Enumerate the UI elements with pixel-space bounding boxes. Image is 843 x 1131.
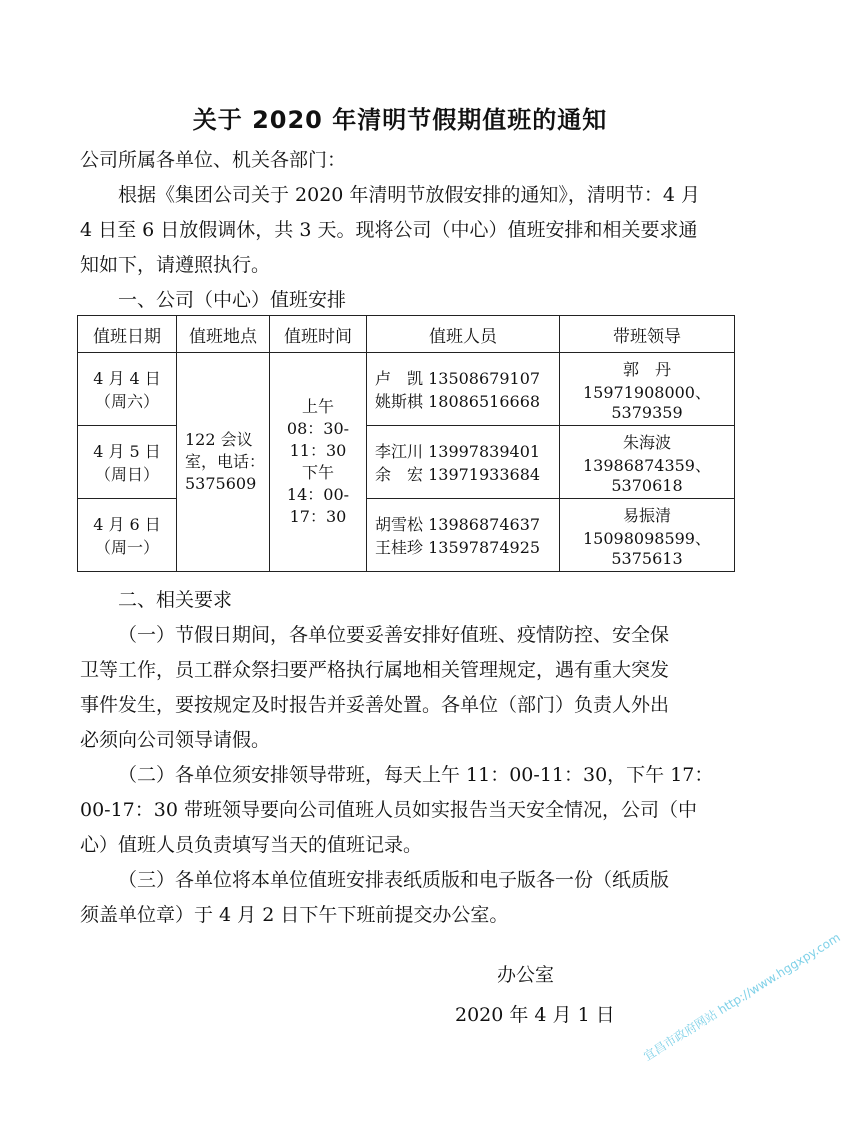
header-time: 值班时间 bbox=[270, 316, 367, 353]
header-leader: 带班领导 bbox=[560, 316, 735, 353]
requirement-line-9: 须盖单位章）于 4 月 2 日下午下班前提交办公室。 bbox=[80, 904, 509, 926]
document-title: 关于 2020 年清明节假期值班的通知 bbox=[192, 106, 608, 134]
duty-time-cell: 上午 08：30- 11：30 下午 14：00- 17：30 bbox=[270, 353, 367, 572]
table-row bbox=[78, 426, 735, 499]
duty-staff-cell: 卢 凯 13508679107 姚斯棋 18086516668 bbox=[367, 353, 560, 426]
requirement-line-4: 必须向公司领导请假。 bbox=[80, 729, 271, 751]
watermark: 宜昌市政府网站 http://www.hggxpy.com bbox=[641, 930, 843, 1064]
duty-location-cell: 122 会议 室，电话： 5375609 bbox=[177, 353, 270, 572]
duty-leader-cell: 朱海波 13986874359、 5370618 bbox=[560, 426, 735, 499]
signature-date: 2020 年 4 月 1 日 bbox=[455, 1004, 615, 1026]
duty-staff-cell: 李江川 13997839401 余 宏 13971933684 bbox=[367, 426, 560, 499]
table-row bbox=[78, 353, 735, 426]
duty-leader-cell: 郭 丹 15971908000、 5379359 bbox=[560, 353, 735, 426]
duty-staff-cell: 胡雪松 13986874637 王桂珍 13597874925 bbox=[367, 499, 560, 572]
section-heading-1: 一、公司（中心）值班安排 bbox=[118, 289, 347, 311]
requirement-line-8: （三）各单位将本单位值班安排表纸质版和电子版各一份（纸质版 bbox=[118, 869, 670, 891]
duty-schedule-table bbox=[77, 315, 735, 572]
intro-line-1: 根据《集团公司关于 2020 年清明节放假安排的通知》，清明节：4 月 bbox=[118, 184, 701, 206]
requirement-line-2: 卫等工作，员工群众祭扫要严格执行属地相关管理规定，遇有重大突发 bbox=[80, 659, 670, 681]
header-location: 值班地点 bbox=[177, 316, 270, 353]
duty-leader-cell: 易振清 15098098599、 5375613 bbox=[560, 499, 735, 572]
signature-office: 办公室 bbox=[497, 964, 555, 986]
intro-line-3: 知如下，请遵照执行。 bbox=[80, 254, 271, 276]
duty-date-cell: 4 月 6 日 （周一） bbox=[78, 499, 177, 572]
requirement-line-6: 00-17：30 带班领导要向公司值班人员如实报告当天安全情况，公司（中 bbox=[80, 799, 697, 821]
requirement-line-7: 心）值班人员负责填写当天的值班记录。 bbox=[80, 834, 423, 856]
section-heading-2: 二、相关要求 bbox=[118, 589, 233, 611]
header-staff: 值班人员 bbox=[367, 316, 560, 353]
requirement-line-3: 事件发生，要按规定及时报告并妥善处置。各单位（部门）负责人外出 bbox=[80, 694, 670, 716]
requirement-line-1: （一）节假日期间，各单位要妥善安排好值班、疫情防控、安全保 bbox=[118, 624, 670, 646]
duty-date-cell: 4 月 4 日 （周六） bbox=[78, 353, 177, 426]
requirement-line-5: （二）各单位须安排领导带班，每天上午 11：00-11：30，下午 17： bbox=[118, 764, 714, 786]
header-date: 值班日期 bbox=[78, 316, 177, 353]
table-row bbox=[78, 499, 735, 572]
intro-line-2: 4 日至 6 日放假调休，共 3 天。现将公司（中心）值班安排和相关要求通 bbox=[80, 219, 698, 241]
duty-date-cell: 4 月 5 日 （周日） bbox=[78, 426, 177, 499]
salutation: 公司所属各单位、机关各部门： bbox=[80, 149, 347, 171]
